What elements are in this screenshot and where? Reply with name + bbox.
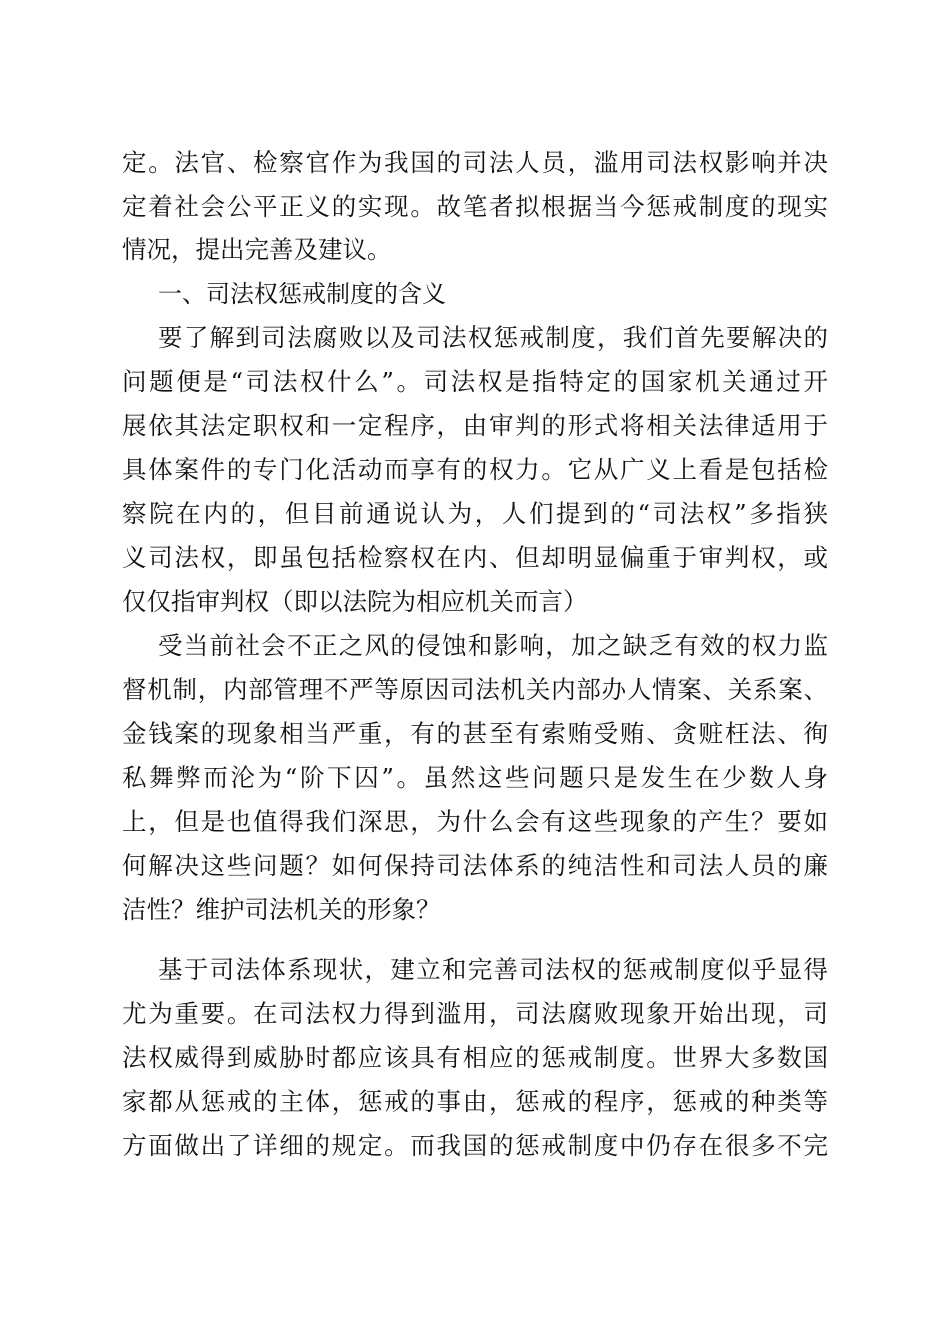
text-line: 问题便是“司法权什么”。司法权是指特定的国家机关通过开 bbox=[122, 367, 828, 396]
text-line: 要了解到司法腐败以及司法权惩戒制度，我们首先要解决的 bbox=[158, 323, 828, 352]
text-line: 定着社会公平正义的实现。故笔者拟根据当今惩戒制度的现实 bbox=[122, 192, 828, 221]
text-line: 尤为重要。在司法权力得到滥用，司法腐败现象开始出现，司 bbox=[122, 999, 828, 1028]
text-line: 督机制，内部管理不严等原因司法机关内部办人情案、关系案、 bbox=[122, 675, 828, 704]
text-line: 法权威得到威胁时都应该具有相应的惩戒制度。世界大多数国 bbox=[122, 1043, 828, 1072]
text-line: 洁性？维护司法机关的形象？ bbox=[122, 895, 441, 924]
text-line: 上，但是也值得我们深思，为什么会有这些现象的产生？要如 bbox=[122, 807, 828, 836]
text-line: 展依其法定职权和一定程序，由审判的形式将相关法律适用于 bbox=[122, 411, 828, 440]
text-line: 受当前社会不正之风的侵蚀和影响，加之缺乏有效的权力监 bbox=[158, 631, 828, 660]
section-heading: 一、司法权惩戒制度的含义 bbox=[158, 280, 446, 308]
text-line: 基于司法体系现状，建立和完善司法权的惩戒制度似乎显得 bbox=[158, 955, 828, 984]
text-line: 方面做出了详细的规定。而我国的惩戒制度中仍存在很多不完 bbox=[122, 1131, 828, 1160]
text-line: 义司法权，即虽包括检察权在内、但却明显偏重于审判权，或 bbox=[122, 543, 828, 572]
text-line: 金钱案的现象相当严重，有的甚至有索贿受贿、贪赃枉法、徇 bbox=[122, 719, 828, 748]
text-line: 私舞弊而沦为“阶下囚”。虽然这些问题只是发生在少数人身 bbox=[122, 763, 828, 792]
text-line: 何解决这些问题？如何保持司法体系的纯洁性和司法人员的廉 bbox=[122, 851, 828, 880]
text-line: 家都从惩戒的主体，惩戒的事由，惩戒的程序，惩戒的种类等 bbox=[122, 1087, 828, 1116]
text-line: 定。法官、检察官作为我国的司法人员，滥用司法权影响并决 bbox=[122, 148, 828, 177]
text-line: 察院在内的，但目前通说认为，人们提到的“司法权”多指狭 bbox=[122, 499, 828, 528]
text-line: 具体案件的专门化活动而享有的权力。它从广义上看是包括检 bbox=[122, 455, 828, 484]
text-line: 情况，提出完善及建议。 bbox=[122, 235, 392, 264]
text-line: 仅仅指审判权（即以法院为相应机关而言） bbox=[122, 587, 588, 616]
